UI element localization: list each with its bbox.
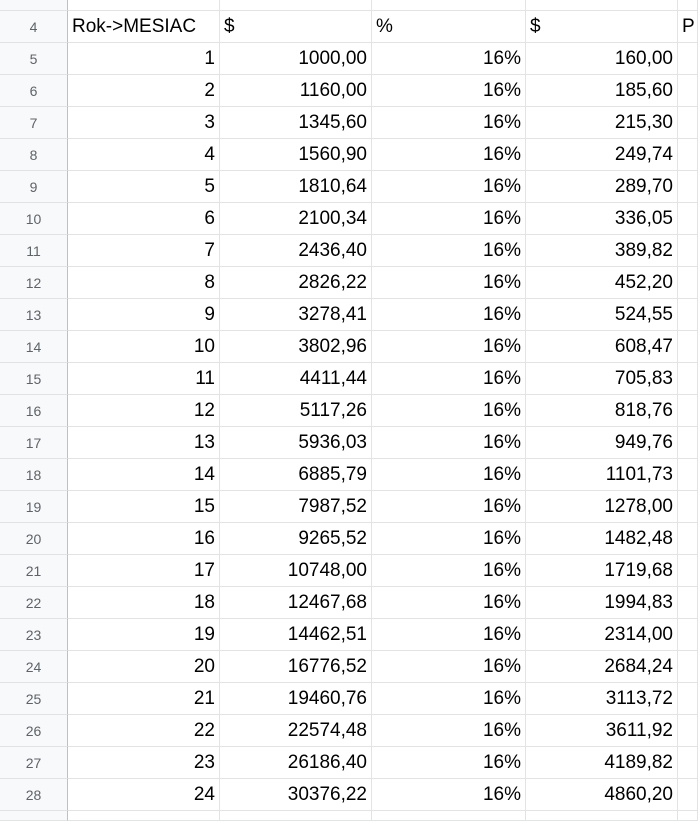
table-cell[interactable]: 16% bbox=[372, 459, 526, 491]
table-cell[interactable]: 22574,48 bbox=[220, 715, 372, 747]
cell-partial-bottom[interactable] bbox=[678, 811, 698, 821]
table-cell[interactable]: 9 bbox=[68, 299, 220, 331]
table-cell[interactable]: 16% bbox=[372, 107, 526, 139]
table-cell[interactable]: 16% bbox=[372, 299, 526, 331]
table-cell[interactable] bbox=[678, 75, 698, 107]
row-header[interactable]: 25 bbox=[0, 683, 68, 715]
table-cell[interactable]: 160,00 bbox=[526, 43, 678, 75]
table-cell[interactable]: 26186,40 bbox=[220, 747, 372, 779]
table-cell[interactable] bbox=[678, 427, 698, 459]
table-cell[interactable]: 21 bbox=[68, 683, 220, 715]
table-cell[interactable]: 4189,82 bbox=[526, 747, 678, 779]
table-cell[interactable]: 3802,96 bbox=[220, 331, 372, 363]
table-cell[interactable] bbox=[678, 459, 698, 491]
table-cell[interactable]: 4411,44 bbox=[220, 363, 372, 395]
table-cell[interactable]: 452,20 bbox=[526, 267, 678, 299]
table-cell[interactable]: 5936,03 bbox=[220, 427, 372, 459]
table-cell[interactable]: 1278,00 bbox=[526, 491, 678, 523]
table-cell[interactable] bbox=[678, 651, 698, 683]
table-cell[interactable]: 16% bbox=[372, 555, 526, 587]
table-cell[interactable]: 10 bbox=[68, 331, 220, 363]
table-cell[interactable]: 3611,92 bbox=[526, 715, 678, 747]
table-cell[interactable]: 1994,83 bbox=[526, 587, 678, 619]
table-cell[interactable]: 12 bbox=[68, 395, 220, 427]
table-cell[interactable]: 1810,64 bbox=[220, 171, 372, 203]
table-cell[interactable]: 30376,22 bbox=[220, 779, 372, 811]
table-cell[interactable] bbox=[678, 107, 698, 139]
table-cell[interactable]: 16% bbox=[372, 363, 526, 395]
table-cell[interactable] bbox=[678, 43, 698, 75]
table-cell[interactable]: 1560,90 bbox=[220, 139, 372, 171]
table-cell[interactable]: 1101,73 bbox=[526, 459, 678, 491]
table-cell[interactable]: 16% bbox=[372, 779, 526, 811]
header-cell[interactable]: $ bbox=[220, 11, 372, 43]
header-cell[interactable]: % bbox=[372, 11, 526, 43]
table-cell[interactable]: 2314,00 bbox=[526, 619, 678, 651]
table-cell[interactable]: 215,30 bbox=[526, 107, 678, 139]
row-header[interactable]: 24 bbox=[0, 651, 68, 683]
cell-partial-top[interactable] bbox=[678, 0, 698, 11]
table-cell[interactable]: 16% bbox=[372, 523, 526, 555]
table-cell[interactable]: 1482,48 bbox=[526, 523, 678, 555]
table-cell[interactable]: 1000,00 bbox=[220, 43, 372, 75]
table-cell[interactable]: 249,74 bbox=[526, 139, 678, 171]
table-cell[interactable] bbox=[678, 235, 698, 267]
table-cell[interactable] bbox=[678, 555, 698, 587]
table-cell[interactable]: 19 bbox=[68, 619, 220, 651]
table-cell[interactable]: 608,47 bbox=[526, 331, 678, 363]
table-cell[interactable]: 4 bbox=[68, 139, 220, 171]
table-cell[interactable]: 705,83 bbox=[526, 363, 678, 395]
cell-partial-top[interactable] bbox=[68, 0, 220, 11]
table-cell[interactable]: 14462,51 bbox=[220, 619, 372, 651]
table-cell[interactable]: 16% bbox=[372, 619, 526, 651]
table-cell[interactable] bbox=[678, 523, 698, 555]
table-cell[interactable]: 11 bbox=[68, 363, 220, 395]
table-cell[interactable] bbox=[678, 363, 698, 395]
table-cell[interactable]: 16% bbox=[372, 267, 526, 299]
row-header[interactable]: 21 bbox=[0, 555, 68, 587]
table-cell[interactable] bbox=[678, 715, 698, 747]
row-header[interactable]: 16 bbox=[0, 395, 68, 427]
table-cell[interactable]: 23 bbox=[68, 747, 220, 779]
table-cell[interactable]: 18 bbox=[68, 587, 220, 619]
row-header[interactable]: 19 bbox=[0, 491, 68, 523]
table-cell[interactable] bbox=[678, 203, 698, 235]
row-header[interactable]: 9 bbox=[0, 171, 68, 203]
table-cell[interactable]: 16% bbox=[372, 587, 526, 619]
table-cell[interactable]: 818,76 bbox=[526, 395, 678, 427]
table-cell[interactable]: 16% bbox=[372, 75, 526, 107]
table-cell[interactable] bbox=[678, 747, 698, 779]
table-cell[interactable] bbox=[678, 171, 698, 203]
table-cell[interactable]: 24 bbox=[68, 779, 220, 811]
row-header[interactable]: 27 bbox=[0, 747, 68, 779]
table-cell[interactable]: 6885,79 bbox=[220, 459, 372, 491]
table-cell[interactable]: 389,82 bbox=[526, 235, 678, 267]
row-header[interactable]: 6 bbox=[0, 75, 68, 107]
table-cell[interactable] bbox=[678, 395, 698, 427]
table-cell[interactable]: 16% bbox=[372, 427, 526, 459]
table-cell[interactable] bbox=[678, 619, 698, 651]
table-cell[interactable]: 1160,00 bbox=[220, 75, 372, 107]
table-cell[interactable]: 16% bbox=[372, 715, 526, 747]
cell-partial-bottom[interactable] bbox=[220, 811, 372, 821]
table-cell[interactable] bbox=[678, 491, 698, 523]
table-cell[interactable]: 22 bbox=[68, 715, 220, 747]
table-cell[interactable]: 8 bbox=[68, 267, 220, 299]
table-cell[interactable]: 336,05 bbox=[526, 203, 678, 235]
table-cell[interactable]: 13 bbox=[68, 427, 220, 459]
header-cell[interactable]: P bbox=[678, 11, 698, 43]
row-header[interactable]: 8 bbox=[0, 139, 68, 171]
table-cell[interactable]: 6 bbox=[68, 203, 220, 235]
row-header[interactable]: 15 bbox=[0, 363, 68, 395]
table-cell[interactable]: 10748,00 bbox=[220, 555, 372, 587]
table-cell[interactable]: 5 bbox=[68, 171, 220, 203]
table-cell[interactable]: 1719,68 bbox=[526, 555, 678, 587]
table-cell[interactable]: 524,55 bbox=[526, 299, 678, 331]
row-header[interactable]: 17 bbox=[0, 427, 68, 459]
table-cell[interactable]: 2826,22 bbox=[220, 267, 372, 299]
table-cell[interactable]: 2684,24 bbox=[526, 651, 678, 683]
table-cell[interactable] bbox=[678, 587, 698, 619]
row-header[interactable]: 26 bbox=[0, 715, 68, 747]
table-cell[interactable]: 16% bbox=[372, 395, 526, 427]
table-cell[interactable]: 3113,72 bbox=[526, 683, 678, 715]
table-cell[interactable]: 12467,68 bbox=[220, 587, 372, 619]
row-header[interactable]: 20 bbox=[0, 523, 68, 555]
row-header[interactable]: 11 bbox=[0, 235, 68, 267]
table-cell[interactable]: 16% bbox=[372, 43, 526, 75]
header-cell[interactable]: Rok->MESIAC bbox=[68, 11, 220, 43]
table-cell[interactable]: 16% bbox=[372, 491, 526, 523]
table-cell[interactable]: 3 bbox=[68, 107, 220, 139]
table-cell[interactable]: 185,60 bbox=[526, 75, 678, 107]
table-cell[interactable]: 2 bbox=[68, 75, 220, 107]
row-header[interactable]: 10 bbox=[0, 203, 68, 235]
row-header[interactable]: 22 bbox=[0, 587, 68, 619]
table-cell[interactable] bbox=[678, 331, 698, 363]
cell-partial-bottom[interactable] bbox=[68, 811, 220, 821]
table-cell[interactable]: 9265,52 bbox=[220, 523, 372, 555]
table-cell[interactable]: 16% bbox=[372, 203, 526, 235]
table-cell[interactable] bbox=[678, 779, 698, 811]
table-cell[interactable] bbox=[678, 683, 698, 715]
table-cell[interactable]: 16% bbox=[372, 235, 526, 267]
row-header[interactable]: 28 bbox=[0, 779, 68, 811]
table-cell[interactable]: 949,76 bbox=[526, 427, 678, 459]
table-cell[interactable] bbox=[678, 299, 698, 331]
table-cell[interactable]: 3278,41 bbox=[220, 299, 372, 331]
table-cell[interactable]: 16% bbox=[372, 171, 526, 203]
table-cell[interactable]: 2100,34 bbox=[220, 203, 372, 235]
table-cell[interactable]: 289,70 bbox=[526, 171, 678, 203]
row-header-partial-bottom[interactable] bbox=[0, 811, 68, 821]
table-cell[interactable]: 17 bbox=[68, 555, 220, 587]
row-header[interactable]: 5 bbox=[0, 43, 68, 75]
cell-partial-top[interactable] bbox=[372, 0, 526, 11]
cell-partial-top[interactable] bbox=[526, 0, 678, 11]
row-header[interactable]: 13 bbox=[0, 299, 68, 331]
table-cell[interactable]: 4860,20 bbox=[526, 779, 678, 811]
table-cell[interactable]: 20 bbox=[68, 651, 220, 683]
table-cell[interactable]: 16776,52 bbox=[220, 651, 372, 683]
table-cell[interactable]: 16% bbox=[372, 331, 526, 363]
table-cell[interactable]: 1 bbox=[68, 43, 220, 75]
table-cell[interactable] bbox=[678, 139, 698, 171]
row-header[interactable]: 12 bbox=[0, 267, 68, 299]
row-header[interactable]: 23 bbox=[0, 619, 68, 651]
table-cell[interactable]: 14 bbox=[68, 459, 220, 491]
table-cell[interactable]: 7987,52 bbox=[220, 491, 372, 523]
cell-partial-top[interactable] bbox=[220, 0, 372, 11]
table-cell[interactable]: 16% bbox=[372, 683, 526, 715]
table-cell[interactable]: 16% bbox=[372, 651, 526, 683]
table-cell[interactable]: 5117,26 bbox=[220, 395, 372, 427]
table-cell[interactable]: 1345,60 bbox=[220, 107, 372, 139]
table-cell[interactable]: 16% bbox=[372, 747, 526, 779]
cell-partial-bottom[interactable] bbox=[372, 811, 526, 821]
row-header-partial-top[interactable] bbox=[0, 0, 68, 11]
table-cell[interactable]: 2436,40 bbox=[220, 235, 372, 267]
header-cell[interactable]: $ bbox=[526, 11, 678, 43]
row-header[interactable]: 7 bbox=[0, 107, 68, 139]
table-cell[interactable] bbox=[678, 267, 698, 299]
row-header[interactable]: 18 bbox=[0, 459, 68, 491]
table-cell[interactable]: 19460,76 bbox=[220, 683, 372, 715]
table-cell[interactable]: 7 bbox=[68, 235, 220, 267]
row-header[interactable]: 4 bbox=[0, 11, 68, 43]
table-cell[interactable]: 16 bbox=[68, 523, 220, 555]
table-cell[interactable]: 15 bbox=[68, 491, 220, 523]
table-cell[interactable]: 16% bbox=[372, 139, 526, 171]
row-header[interactable]: 14 bbox=[0, 331, 68, 363]
cell-partial-bottom[interactable] bbox=[526, 811, 678, 821]
